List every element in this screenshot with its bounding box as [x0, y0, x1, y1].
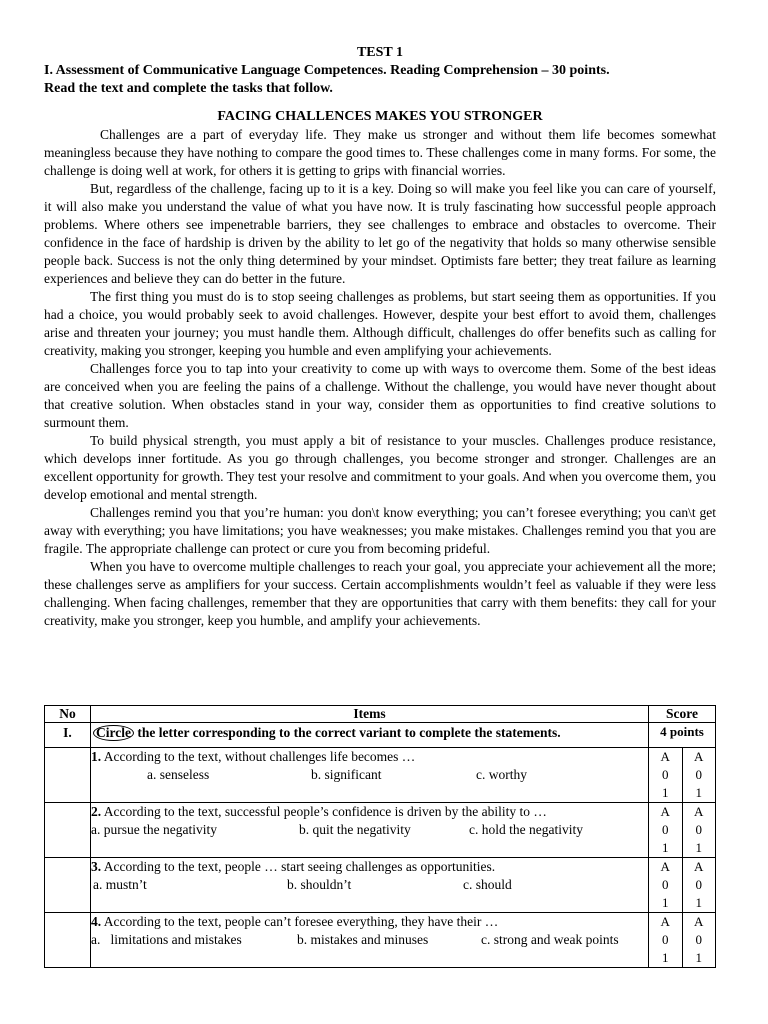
score-value[interactable]: A [694, 804, 704, 819]
option-b[interactable]: b. mistakes and minuses [297, 932, 429, 947]
test-page [44, 44, 716, 965]
option-c[interactable]: c. strong and weak points [481, 932, 619, 947]
circle-word: Circle [93, 725, 134, 741]
score-value[interactable]: 1 [695, 785, 702, 800]
section-heading: I. Assessment of Communicative Language Competences. Reading Comprehension – 30 points. [44, 63, 610, 78]
score-cell [649, 913, 716, 968]
score-value[interactable]: 1 [695, 895, 702, 910]
score-value[interactable]: 0 [662, 877, 669, 892]
score-column [649, 858, 682, 912]
score-value[interactable]: A [660, 804, 670, 819]
header-items: Items [91, 706, 649, 723]
score-value[interactable]: 1 [662, 950, 669, 965]
paragraph: To build physical strength, you must apply a bit of resistance to your muscles. Challenges produce resistance, which develops inner fortitude. As you go through challenges, you become stronger and stronger. Challenges are an excellent opportunity for growth. They test your resolve and commitment to your goals. And when you overcome them, you develop emotional and mental strength. [44, 433, 716, 502]
question [91, 913, 649, 968]
question-row [45, 748, 716, 803]
score-value[interactable]: 1 [662, 840, 669, 855]
question-number: 3. [91, 859, 102, 874]
question-no-cell [45, 858, 91, 913]
section-row [45, 723, 716, 748]
score-value[interactable]: 1 [695, 950, 702, 965]
section-number: I. [45, 723, 91, 748]
header-no: No [45, 706, 91, 723]
score-value[interactable]: A [660, 859, 670, 874]
paragraph: Challenges are a part of everyday life. They make us stronger and without them life becomes somewhat meaningless because they have nothing to compare the good times to. These challenges come in many forms. For some, the challenge is doing well at work, for others it is getting to grips with financial worries. [44, 127, 716, 178]
option-a[interactable]: a. pursue the negativity [91, 822, 217, 837]
score-value[interactable]: 0 [662, 822, 669, 837]
paragraph: Challenges force you to tap into your creativity to come up with ways to overcome them. Some of the best ideas are conceived when you are feeling the pains of a challenge. Without the challenge, you would have never thought about that creative solution. When obstacles stand in your way, consider them as opportunities to find creative solutions to surmount them. [44, 361, 716, 430]
score-value[interactable]: 0 [695, 877, 702, 892]
score-value[interactable]: 0 [695, 822, 702, 837]
score-value[interactable]: 1 [662, 785, 669, 800]
score-value[interactable]: 1 [662, 895, 669, 910]
question [91, 858, 649, 913]
question-number: 4. [91, 914, 102, 929]
score-value[interactable]: A [660, 749, 670, 764]
question-number: 1. [91, 749, 102, 764]
score-value[interactable]: 0 [695, 767, 702, 782]
score-column [682, 913, 716, 967]
score-cell [649, 803, 716, 858]
paragraph: Challenges remind you that you’re human: you don\t know everything; you can’t foresee everything; you can\t get away with everything; you have limitations; you have weaknesses; you make mistakes. Challenges remind you that you are fragile. The appropriate challenge can protect or cure you from becoming prideful. [44, 505, 716, 556]
question-stem: According to the text, without challenges life becomes … [103, 749, 416, 764]
question [91, 748, 649, 803]
instruction-text: the letter corresponding to the correct variant to complete the statements. [133, 725, 561, 740]
section-instruction [91, 723, 649, 748]
question-no-cell [45, 748, 91, 803]
question [91, 803, 649, 858]
option-b[interactable]: b. quit the negativity [299, 822, 411, 837]
option-b[interactable]: b. significant [311, 767, 382, 782]
option-b[interactable]: b. shouldn’t [287, 877, 352, 892]
article-body [44, 126, 716, 630]
question-row [45, 913, 716, 968]
paragraph: When you have to overcome multiple challenges to reach your goal, you appreciate your achievement all the more; these challenges serve as amplifiers for your success. Certain accomplishments wouldn’t feel as valuable if they were less challenging. When facing challenges, remember that they are opportunities that carry with them benefits: they call for your creativity, make you stronger, keep you humble, and amplify your achievements. [44, 559, 716, 628]
score-cell [649, 858, 716, 913]
task-instruction: Read the text and complete the tasks that follow. [44, 81, 333, 96]
option-c[interactable]: c. worthy [476, 767, 527, 782]
question-row [45, 858, 716, 913]
score-value[interactable]: A [660, 914, 670, 929]
score-column [682, 803, 716, 857]
score-value[interactable]: A [694, 749, 704, 764]
score-column [649, 803, 682, 857]
question-stem: According to the text, people can’t foresee everything, they have their … [103, 914, 499, 929]
article-title: FACING CHALLENCES MAKES YOU STRONGER [217, 109, 543, 124]
test-title: TEST 1 [356, 45, 404, 60]
option-a[interactable]: a. mustn’t [93, 877, 147, 892]
score-value[interactable]: 0 [695, 932, 702, 947]
score-value[interactable]: A [694, 859, 704, 874]
score-column [682, 748, 716, 802]
option-a[interactable]: a. limitations and mistakes [91, 932, 242, 947]
score-column [682, 858, 716, 912]
score-value[interactable]: A [694, 914, 704, 929]
option-a[interactable]: a. senseless [147, 767, 210, 782]
question-number: 2. [91, 804, 102, 819]
items-table [44, 705, 716, 968]
section-points: 4 points [649, 723, 716, 748]
question-no-cell [45, 913, 91, 968]
question-stem: According to the text, people … start seeing challenges as opportunities. [103, 859, 496, 874]
header-score: Score [649, 706, 716, 723]
question-stem: According to the text, successful people’s confidence is driven by the ability to … [103, 804, 547, 819]
score-value[interactable]: 0 [662, 932, 669, 947]
paragraph: But, regardless of the challenge, facing up to it is a key. Doing so will make you feel like you can care of yourself, it will also make you understand the value of what you have now. It is truly fascinating how successful people approach problems. Where others see impenetrable barriers, they see challenges to embrace and obstacles to overcome. Their confidence in the face of hardship is driven by the ability to let go of the negativity that holds so many otherwise sensible people back. Success is not the only thing determined by your mindset. Optimists fare better; they treat failure as learning experiences and believe they can do better in the future. [44, 181, 716, 286]
score-value[interactable]: 0 [662, 767, 669, 782]
score-value[interactable]: 1 [695, 840, 702, 855]
table-header-row [45, 706, 716, 723]
paragraph: The first thing you must do is to stop seeing challenges as problems, but start seeing them as opportunities. If you had a choice, you would probably seek to avoid challenges. However, despite your best effort to avoid them, challenges arise and threaten your journey; you must handle them. Although difficult, challenges do offer benefits such as calling for creativity, making you stronger, keeping you humble and even amplifying your achievements. [44, 289, 716, 358]
option-c[interactable]: c. should [463, 877, 512, 892]
question-no-cell [45, 803, 91, 858]
score-cell [649, 748, 716, 803]
option-c[interactable]: c. hold the negativity [469, 822, 583, 837]
score-column [649, 913, 682, 967]
question-row [45, 803, 716, 858]
score-column [649, 748, 682, 802]
